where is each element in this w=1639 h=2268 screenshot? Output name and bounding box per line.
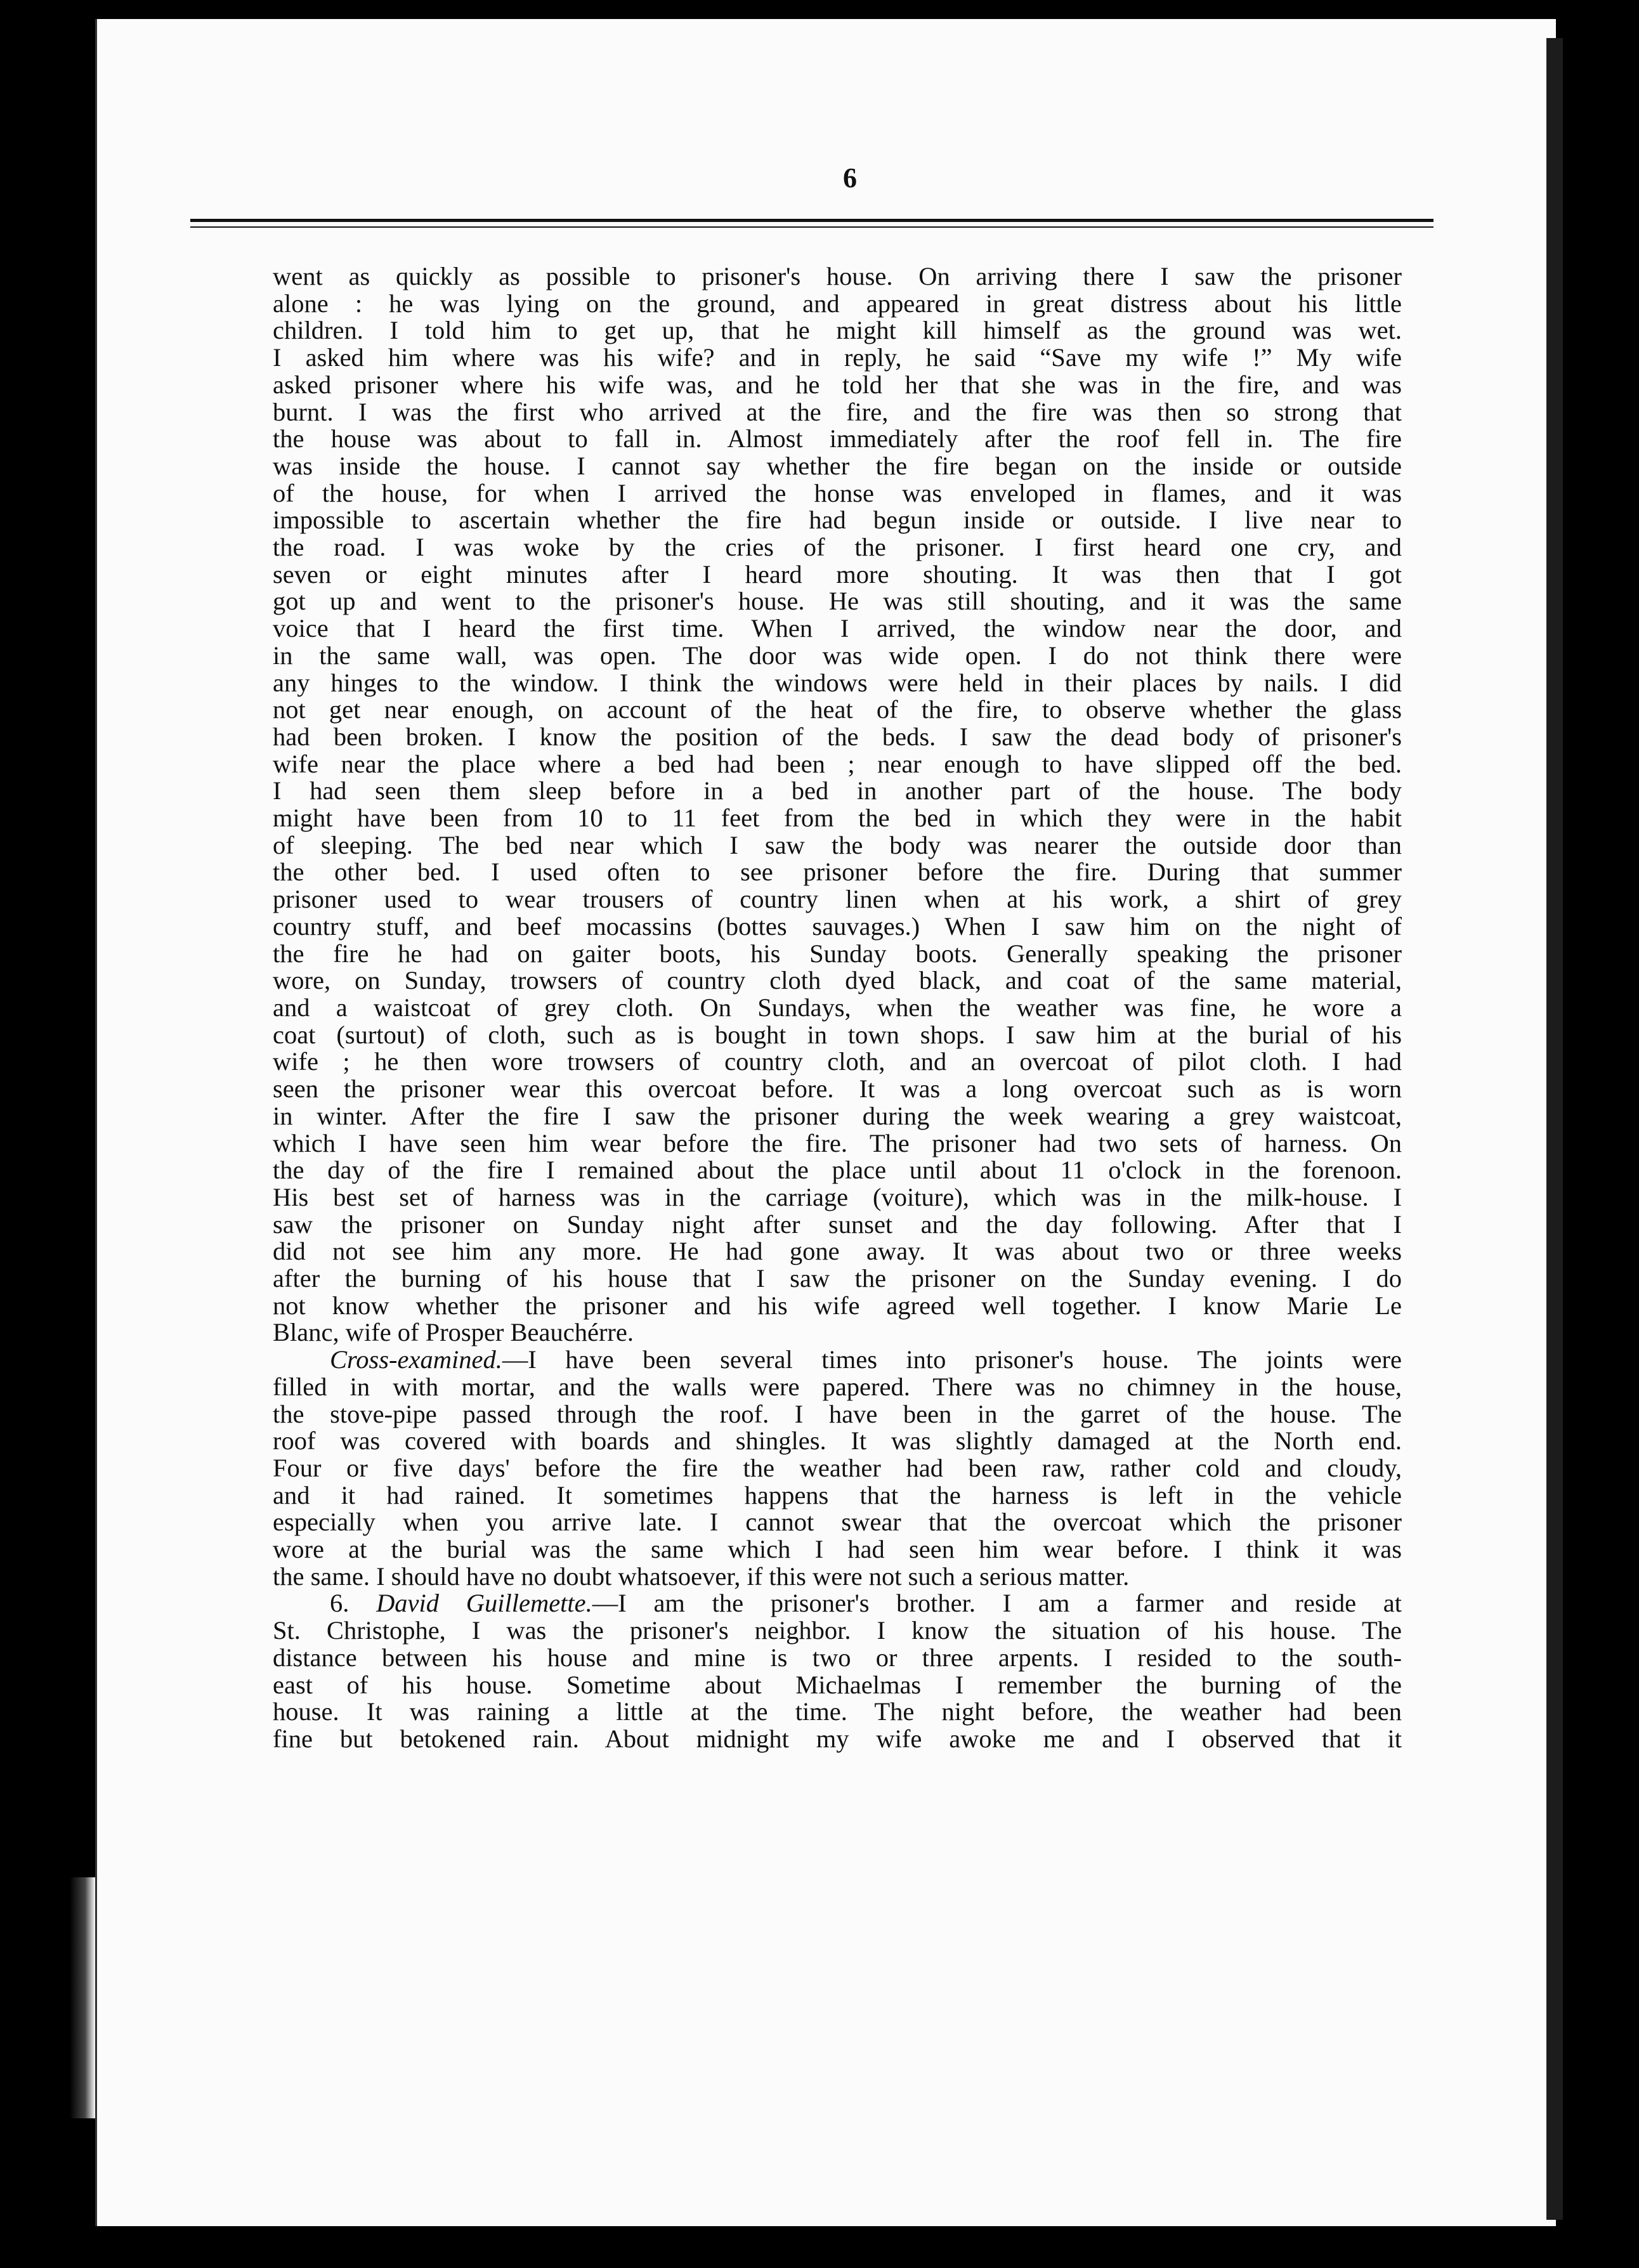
text-span: seven or eight minutes after I heard more shouting. It was then that I got [273, 559, 1402, 589]
text-line [273, 1184, 1402, 1211]
text-span: filled in with mortar, and the walls were papered. There was no chimney in the house, [273, 1372, 1402, 1401]
text-line [273, 642, 1402, 670]
header-rule-thin [190, 226, 1433, 228]
text-line [273, 615, 1402, 642]
text-span: might have been from 10 to 11 feet from the bed in which they were in the habit [273, 804, 1402, 833]
text-span: wife ; he then wore trowsers of country cloth, and an overcoat of pilot cloth. I had [273, 1047, 1402, 1076]
text-span: went as quickly as possible to prisoner's house. On arriving there I saw the prisoner [273, 262, 1402, 290]
text-span: got up and went to the prisoner's house. He was still shouting, and it was the same [273, 587, 1402, 616]
text-line [273, 372, 1402, 399]
text-line [273, 859, 1402, 886]
text-line [273, 1374, 1402, 1401]
text-line [273, 507, 1402, 534]
text-line [273, 913, 1402, 941]
text-span: fine but betokened rain. About midnight my wife awoke me and I observed that it [273, 1724, 1402, 1753]
text-span: which I have seen him wear before the fire. The prisoner had two sets of harness. On [273, 1128, 1402, 1157]
text-span: wore, on Sunday, trowsers of country cloth dyed black, and coat of the same material, [273, 966, 1402, 995]
text-line [273, 1157, 1402, 1184]
page-edge-binding [1546, 38, 1563, 2220]
text-span: the house was about to fall in. Almost immediately after the roof fell in. The fire [273, 424, 1402, 453]
body-text [273, 263, 1402, 1753]
text-line [273, 588, 1402, 615]
text-span: burnt. I was the first who arrived at the fire, and the fire was then so strong that [273, 397, 1402, 426]
text-line [273, 1346, 1402, 1374]
text-span: the road. I was woke by the cries of the prisoner. I first heard one cry, and [273, 533, 1402, 562]
text-span: in the same wall, was open. The door was wide open. I do not think there were [273, 641, 1402, 670]
text-line [273, 778, 1402, 805]
text-span: east of his house. Sometime about Michaelmas I remember the burning of the [273, 1670, 1402, 1699]
witness-number: 6. [330, 1589, 377, 1618]
text-line [273, 967, 1402, 994]
text-span: was inside the house. I cannot say whether the fire began on the inside or outside [273, 451, 1402, 480]
text-line [273, 724, 1402, 751]
text-line [273, 751, 1402, 778]
text-line [273, 399, 1402, 426]
text-line [273, 263, 1402, 290]
text-span: any hinges to the window. I think the windows were held in their places by nails. I did [273, 668, 1402, 697]
cross-examined-label: Cross-examined. [330, 1345, 502, 1374]
text-span: saw the prisoner on Sunday night after sunset and the day following. After that I [273, 1209, 1402, 1239]
text-line [273, 1428, 1402, 1455]
text-span: St. Christophe, I was the prisoner's neighbor. I know the situation of his house. The [273, 1616, 1402, 1645]
text-line [273, 886, 1402, 913]
text-line [273, 1455, 1402, 1482]
text-line [273, 453, 1402, 480]
text-line [273, 1319, 1402, 1346]
text-span: and a waistcoat of grey cloth. On Sundays, when the weather was fine, he wore a [273, 993, 1402, 1022]
page-edge-shadow [70, 1877, 95, 2118]
text-span: and it had rained. It sometimes happens that the harness is left in the vehicle [273, 1480, 1402, 1509]
text-span: His best set of harness was in the carriage (voiture), which was in the milk-house. I [273, 1182, 1402, 1211]
text-line [273, 832, 1402, 859]
text-span: the day of the fire I remained about the place until about 11 o'clock in the forenoon. [273, 1156, 1402, 1185]
text-line [273, 1076, 1402, 1103]
text-span: —I have been several times into prisoner's house. The joints were [502, 1345, 1402, 1374]
text-span: in winter. After the fire I saw the prisoner during the week wearing a grey waistcoat, [273, 1101, 1402, 1130]
text-span: Blanc, wife of Prosper Beauchérre. [273, 1318, 634, 1347]
text-span: after the burning of his house that I saw the prisoner on the Sunday evening. I do [273, 1264, 1402, 1293]
text-line [273, 1509, 1402, 1536]
text-span: Four or five days' before the fire the weather had been raw, rather cold and cloudy, [273, 1453, 1402, 1482]
text-line [273, 1022, 1402, 1049]
text-line [273, 1563, 1402, 1591]
text-line [273, 426, 1402, 453]
page-number: 6 [843, 162, 857, 193]
text-line [273, 480, 1402, 507]
text-span: had been broken. I know the position of the beds. I saw the dead body of prisoner's [273, 722, 1402, 751]
text-span: the same. I should have no doubt whatsoever, if this were not such a serious matter. [273, 1561, 1130, 1591]
text-span: voice that I heard the first time. When I arrived, the window near the door, and [273, 614, 1402, 643]
text-span: alone : he was lying on the ground, and appeared in great distress about his little [273, 289, 1402, 318]
text-span: —I am the prisoner's brother. I am a farmer and reside at [592, 1589, 1402, 1618]
text-span: not know whether the prisoner and his wife agreed well together. I know Marie Le [273, 1291, 1402, 1320]
text-line [273, 1617, 1402, 1645]
text-line [273, 1211, 1402, 1239]
text-span: especially when you arrive late. I cannot swear that the overcoat which the prisoner [273, 1508, 1402, 1537]
text-line [273, 1726, 1402, 1753]
text-span: I had seen them sleep before in a bed in another part of the house. The body [273, 776, 1402, 805]
text-span: I asked him where was his wife? and in reply, he said “Save my wife !” My wife [273, 343, 1402, 372]
text-line [273, 1130, 1402, 1157]
text-line [273, 317, 1402, 344]
text-span: children. I told him to get up, that he might kill himself as the ground was wet. [273, 316, 1402, 345]
text-span: country stuff, and beef mocassins (bottes sauvages.) When I saw him on the night of [273, 911, 1402, 941]
text-line [273, 1293, 1402, 1320]
text-span: not get near enough, on account of the heat of the fire, to observe whether the glass [273, 695, 1402, 724]
text-span: of the house, for when I arrived the honse was enveloped in flames, and it was [273, 478, 1402, 507]
text-span: asked prisoner where his wife was, and he told her that she was in the fire, and was [273, 370, 1402, 399]
text-line [273, 1103, 1402, 1130]
text-span: coat (surtout) of cloth, such as is bought in town shops. I saw him at the burial of his [273, 1020, 1402, 1049]
text-line [273, 1536, 1402, 1563]
text-line [273, 1238, 1402, 1265]
text-line [273, 1590, 1402, 1617]
text-line [273, 561, 1402, 589]
text-span: the stove-pipe passed through the roof. I have been in the garret of the house. The [273, 1399, 1402, 1428]
text-span: of sleeping. The bed near which I saw the body was nearer the outside door than [273, 830, 1402, 859]
text-span: distance between his house and mine is two or three arpents. I resided to the south- [273, 1643, 1402, 1672]
text-line [273, 1401, 1402, 1428]
text-line [273, 1698, 1402, 1726]
text-span: impossible to ascertain whether the fire had begun inside or outside. I live near to [273, 505, 1402, 535]
witness-name: David Guillemette. [376, 1589, 592, 1618]
text-line [273, 1265, 1402, 1293]
text-span: house. It was raining a little at the time. The night before, the weather had been [273, 1697, 1402, 1726]
text-span: prisoner used to wear trousers of country linen when at his work, a shirt of grey [273, 885, 1402, 914]
text-span: wife near the place where a bed had been ; near enough to have slipped off the bed. [273, 749, 1402, 778]
text-span: the fire he had on gaiter boots, his Sunday boots. Generally speaking the prisoner [273, 939, 1402, 968]
text-line [273, 805, 1402, 832]
text-line [273, 1645, 1402, 1672]
text-line [273, 1672, 1402, 1699]
text-line [273, 696, 1402, 724]
text-span: wore at the burial was the same which I had seen him wear before. I think it was [273, 1535, 1402, 1564]
text-line [273, 290, 1402, 318]
text-line [273, 1048, 1402, 1076]
header-rule-thick [190, 219, 1433, 222]
text-line [273, 941, 1402, 968]
text-span: seen the prisoner wear this overcoat before. It was a long overcoat such as is worn [273, 1074, 1402, 1104]
text-span: did not see him any more. He had gone away. It was about two or three weeks [273, 1237, 1402, 1266]
text-line [273, 670, 1402, 697]
text-line [273, 1482, 1402, 1509]
text-line [273, 534, 1402, 561]
text-line [273, 344, 1402, 372]
text-span: roof was covered with boards and shingles. It was slightly damaged at the North end. [273, 1426, 1402, 1456]
text-line [273, 994, 1402, 1022]
text-span: the other bed. I used often to see prisoner before the fire. During that summer [273, 857, 1402, 887]
